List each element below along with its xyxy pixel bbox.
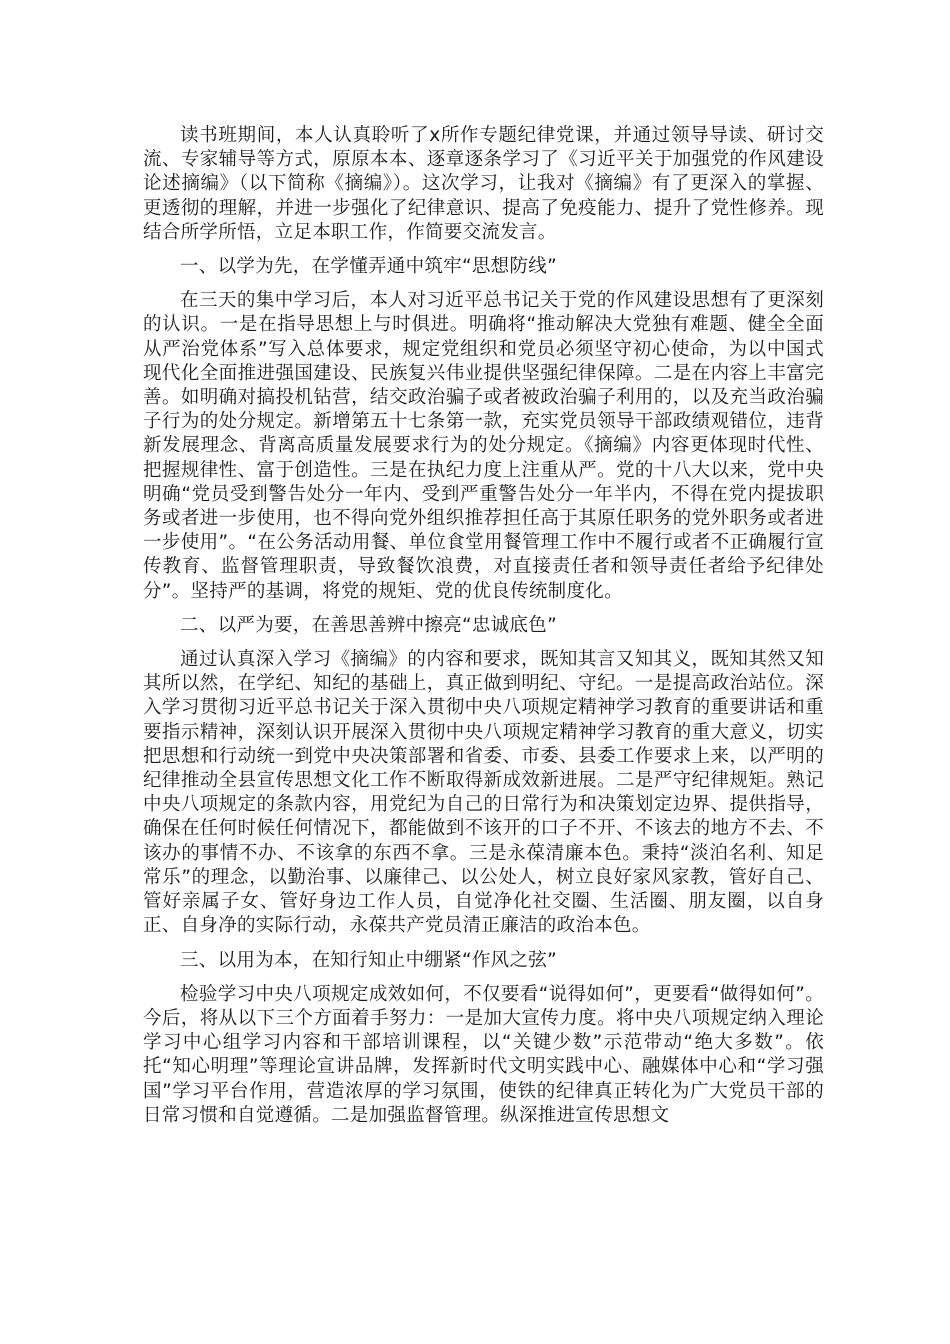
section-heading-1: 一、以学为先，在学懂弄通中筑牢“思想防线” <box>180 256 557 278</box>
section-body-2: 通过认真深入学习《摘编》的内容和要求，既知其言又知其义，既知其然又知其所以然，在学纪、知纪的基础上，真正做到明纪、守纪。一是提高政治站位。深入学习贯彻习近平总书记关于深入贯彻中央八项规定精神学习教育的重要讲话和重要指示精神，深刻认识开展深入贯彻中央八项规定精神学习教育的重大意义，切实把思想和行动统一到党中央决策部署和省委、市委、县委工作要求上来，以严明的纪律推动全县宣传思想文化工作不断取得新成效新进展。二是严守纪律规矩。熟记中央八项规定的条款内容，用党纪为自己的日常行为和决策划定边界、提供指导，确保在任何时候任何情况下，都能做到不该开的口子不开、不该去的地方不去、不该办的事情不办、不该拿的东西不拿。三是永葆清廉本色。秉持“淡泊名利、知足常乐”的理念，以勤治事、以廉律己、以公处人，树立良好家风家教，管好自己、管好亲属子女、管好身边工作人员，自觉净化社交圈、生活圈、朋友圈，以自身正、自身净的实际行动，永葆共产党员清正廉洁的政治本色。 <box>143 649 824 937</box>
intro-paragraph: 读书班期间，本人认真聆听了x所作专题纪律党课，并通过领导导读、研讨交流、专家辅导等方式，原原本本、逐章逐条学习了《习近平关于加强党的作风建设论述摘编》（以下简称《摘编》）。这次学习，让我对《摘编》有了更深入的掌握、更透彻的理解，并进一步强化了纪律意识、提高了免疫能力、提升了党性修养。现结合所学所悟，立足本职工作，作简要交流发言。 <box>143 125 824 243</box>
section-body-3: 检验学习中央八项规定成效如何，不仅要看“说得如何”，更要看“做得如何”。今后，将从以下三个方面着手努力：一是加大宣传力度。将中央八项规定纳入理论学习中心组学习内容和干部培训课程，以“关键少数”示范带动“绝大多数”。依托“知心明理”等理论宣讲品牌，发挥新时代文明实践中心、融媒体中心和“学习强国”学习平台作用，营造浓厚的学习氛围，使铁的纪律真正转化为广大党员干部的日常习惯和自觉遵循。二是加强监督管理。纵深推进宣传思想文 <box>143 983 824 1126</box>
section-heading-2: 二、以严为要，在善思善辨中擦亮“忠诚底色” <box>180 614 557 636</box>
section-heading-3: 三、以用为本，在知行知止中绷紧“作风之弦” <box>180 949 557 971</box>
section-body-1: 在三天的集中学习后，本人对习近平总书记关于党的作风建设思想有了更深刻的认识。一是在指导思想上与时俱进。明确将“推动解决大党独有难题、健全全面从严治党体系”写入总体要求，规定党组织和党员必须坚守初心使命，为以中国式现代化全面推进强国建设、民族复兴伟业提供坚强纪律保障。二是在内容上丰富完善。如明确对搞投机钻营，结交政治骗子或者被政治骗子利用的，以及充当政治骗子行为的处分规定。新增第五十七条第一款，充实党员领导干部政绩观错位，违背新发展理念、背离高质量发展要求行为的处分规定。《摘编》内容更体现时代性、把握规律性、富于创造性。三是在执纪力度上注重从严。党的十八大以来，党中央明确“党员受到警告处分一年内、受到严重警告处分一年半内，不得在党内提拔职务或者进一步使用，也不得向党外组织推荐担任高于其原任职务的党外职务或者进一步使用”。“在公务活动用餐、单位食堂用餐管理工作中不履行或者不正确履行宣传教育、监督管理职责，导致餐饮浪费，对直接责任者和领导责任者给予纪律处分”。坚持严的基调，将党的规矩、党的优良传统制度化。 <box>143 290 824 602</box>
